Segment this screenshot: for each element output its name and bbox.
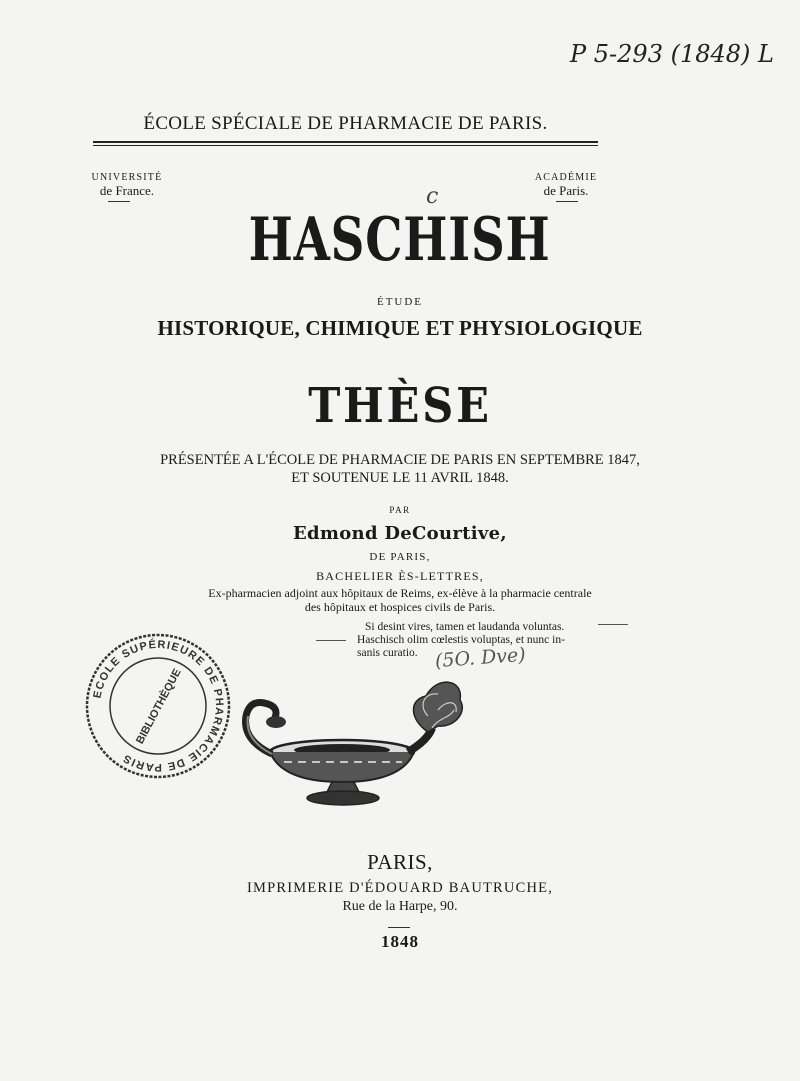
main-title-text: HASCHISH bbox=[249, 205, 551, 275]
epigraph-rule-left bbox=[316, 640, 346, 641]
imprint-year: 1848 bbox=[381, 932, 419, 951]
university-dash bbox=[108, 201, 130, 202]
academy-sub: de Paris. bbox=[543, 183, 589, 198]
these-heading bbox=[0, 378, 800, 434]
stamp-outer-text: ECOLE SUPÉRIEURE DE PHARMACIE DE PARIS bbox=[91, 638, 226, 774]
oil-lamp-illustration bbox=[232, 670, 468, 820]
handwritten-annotation: (5O. Dve) bbox=[434, 643, 527, 673]
author-name: Edmond DeCourtive, bbox=[293, 523, 507, 544]
school-heading: ÉCOLE SPÉCIALE DE PHARMACIE DE PARIS. bbox=[143, 113, 548, 134]
author-role-1: Ex-pharmacien adjoint aux hôpitaux de Reims, ex-élève à la pharmacie centrale bbox=[208, 586, 592, 600]
handwritten-c-mark: c bbox=[426, 184, 439, 209]
presented-line-2: ET SOUTENUE LE 11 AVRIL 1848. bbox=[291, 470, 509, 486]
these-heading-text: THÈSE bbox=[308, 378, 492, 434]
presented-line-1: PRÉSENTÉE A L'ÉCOLE DE PHARMACIE DE PARIS EN SEPTEMBRE 1847, bbox=[160, 452, 640, 468]
university-sub: de France. bbox=[99, 183, 155, 198]
author-degree: BACHELIER ÈS-LETTRES, bbox=[316, 569, 484, 583]
main-title bbox=[0, 205, 800, 275]
year-rule bbox=[388, 927, 410, 928]
epigraph-line-2: Haschisch olim cœlestis voluptas, et nunc in- bbox=[357, 634, 565, 646]
author-origin: DE PARIS, bbox=[369, 551, 431, 563]
handwritten-shelfmark: P 5-293 (1848) L bbox=[570, 40, 774, 68]
header-rule-thin bbox=[93, 145, 598, 146]
imprint-place: PARIS, bbox=[367, 850, 433, 874]
academy-label: ACADÉMIE bbox=[534, 172, 598, 183]
imprint-printer: IMPRIMERIE D'ÉDOUARD BAUTRUCHE, bbox=[246, 880, 554, 896]
university-label: UNIVERSITÉ bbox=[91, 172, 163, 183]
imprint-street: Rue de la Harpe, 90. bbox=[342, 899, 458, 914]
header-rule bbox=[93, 141, 598, 143]
epigraph-line-1: Si desint vires, tamen et laudanda voluntas. bbox=[365, 621, 565, 633]
par-label: PAR bbox=[389, 505, 411, 515]
subtitle: HISTORIQUE, CHIMIQUE ET PHYSIOLOGIQUE bbox=[157, 316, 643, 340]
stamp-inner-text: BIBLIOTHÈQUE bbox=[134, 666, 184, 746]
epigraph-line-3: sanis curatio. bbox=[357, 647, 418, 659]
author-role-2: des hôpitaux et hospices civils de Paris. bbox=[304, 600, 496, 614]
etude-label: ÉTUDE bbox=[376, 296, 424, 308]
library-stamp bbox=[84, 632, 232, 780]
academy-dash bbox=[556, 201, 578, 202]
